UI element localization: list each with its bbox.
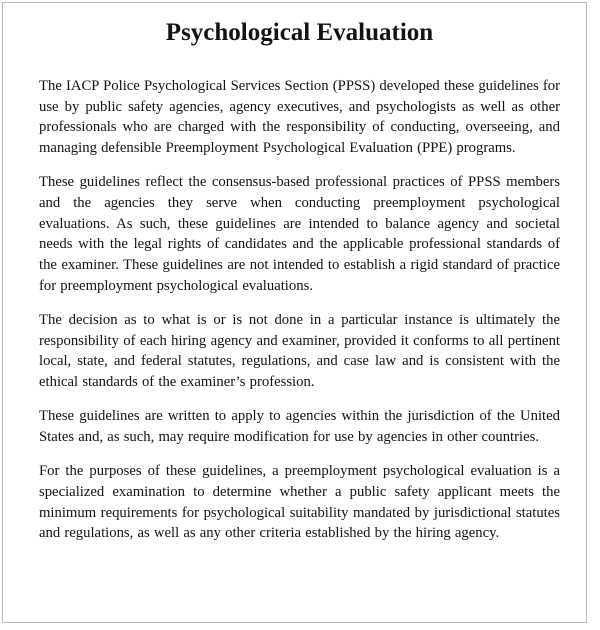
page-title: Psychological Evaluation [165,19,434,46]
document-page [2,2,587,623]
paragraph-intro-ppss: The IACP Police Psychological Services Section (PPSS) developed these guidelines for use by public safety agencies, agency executives, and psychologists as well as other professionals who are charged with the responsibility of conducting, overseeing, and managing defensible Preemployment Psychological Evaluation (PPE) programs. [39,78,560,157]
document-content [3,3,586,544]
paragraph-purpose-definition: For the purposes of these guidelines, a preemployment psychological evaluation is a specialized examination to determine whether a public safety applicant meets the minimum requirements for psychological suitability mandated by jurisdictional statutes and regulations, as well as any other criteria established by the hiring agency. [39,463,560,542]
paragraph-jurisdiction: These guidelines are written to apply to agencies within the jurisdiction of the United States and, as such, may require modification for use by agencies in other countries. [39,408,560,446]
paragraph-consensus-practices: These guidelines reflect the consensus-based professional practices of PPSS members and the agencies they serve when conducting preemployment psychological evaluations. As such, these guidelines are intended to balance agency and societal needs with the legal rights of candidates and the applicable professional standards of the examiner. These guidelines are not intended to establish a rigid standard of practice for preemployment psychological evaluations. [39,174,560,294]
paragraph-decision-responsibility: The decision as to what is or is not done in a particular instance is ultimately the responsibility of each hiring agency and examiner, provided it conforms to all pertinent local, state, and federal statutes, regulations, and case law and is consistent with the ethical standards of the examiner’s profession. [39,312,560,391]
